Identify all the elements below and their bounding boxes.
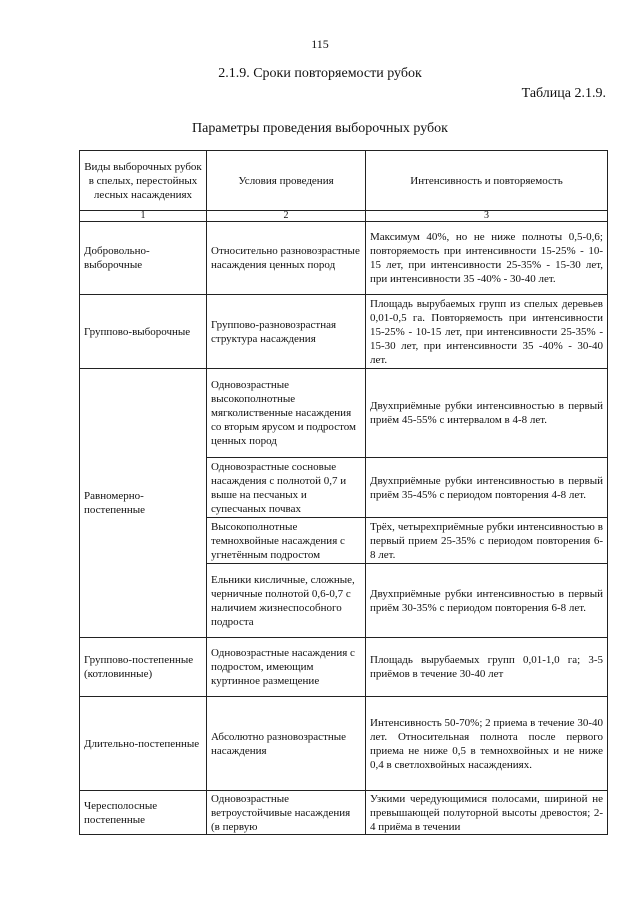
conditions-cell: Ельники кисличные, сложные, черничные полнотой 0,6-0,7 с наличием жизнеспособного подроста (207, 564, 366, 638)
conditions-cell: Одновозрастные сосновые насаждения с полнотой 0,7 и выше на песчаных и супесчаных почвах (207, 458, 366, 518)
intensity-cell: Двухприёмные рубки интенсивностью в первый приём 30-35% с периодом повторения 6-8 лет. (366, 564, 608, 638)
table-row (80, 369, 608, 458)
column-number: 1 (80, 211, 207, 222)
conditions-cell: Относительно разновозрастные насаждения ценных пород (207, 222, 366, 295)
conditions-cell: Одновозрастные насаждения с подростом, имеющим куртинное размещение (207, 638, 366, 697)
cutting-type-cell: Чересполосные постепенные (80, 791, 207, 835)
cutting-type-cell: Группово-постепенные (котловинные) (80, 638, 207, 697)
intensity-cell: Интенсивность 50-70%; 2 приема в течение 30-40 лет. Относительная полнота после первого приема не ниже 0,5 в темнохвойных и не ниже 0,4 в светлохвойных насаждениях. (366, 697, 608, 791)
column-number-row (80, 211, 608, 222)
cutting-type-cell: Равномерно-постепенные (80, 369, 207, 638)
table-row (80, 697, 608, 791)
table-row (80, 295, 608, 369)
table-row (80, 222, 608, 295)
section-title: 2.1.9. Сроки повторяемости рубок (218, 66, 422, 81)
cutting-type-cell: Добровольно-выборочные (80, 222, 207, 295)
header-type: Виды выборочных рубок в спелых, перестойных лесных насаждениях (80, 151, 207, 211)
page-number: 115 (311, 37, 329, 51)
intensity-cell: Площадь вырубаемых групп 0,01-1,0 га; 3-5 приёмов в течение 30-40 лет (366, 638, 608, 697)
cutting-type-cell: Группово-выборочные (80, 295, 207, 369)
intensity-cell: Узкими чередующимися полосами, шириной не превышающей полуторной высоты древостоя; 2-4 приёма в течении (366, 791, 608, 835)
cutting-parameters-table (79, 150, 608, 835)
intensity-cell: Трёх, четырехприёмные рубки интенсивностью в первый прием 25-35% с периодом повторения 6-8 лет. (366, 518, 608, 564)
cutting-type-cell: Длительно-постепенные (80, 697, 207, 791)
header-intensity: Интенсивность и повторяемость (366, 151, 608, 211)
intensity-cell: Максимум 40%, но не ниже полноты 0,5-0,6; повторяемость при интенсивности 15-25% - 10-15 лет, при интенсивности 25-35% - 15-30 лет, при интенсивности 35 -40% - 30-40 лет. (366, 222, 608, 295)
table-row (80, 791, 608, 835)
conditions-cell: Высокополнотные темнохвойные насаждения с угнетённым подростом (207, 518, 366, 564)
conditions-cell: Одновозрастные ветроустойчивые насаждения (в первую (207, 791, 366, 835)
conditions-cell: Абсолютно разновозрастные насаждения (207, 697, 366, 791)
conditions-cell: Группово-разновозрастная структура насаждения (207, 295, 366, 369)
table-row (80, 638, 608, 697)
intensity-cell: Двухприёмные рубки интенсивностью в первый приём 35-45% с периодом повторения 4-8 лет. (366, 458, 608, 518)
column-number: 3 (366, 211, 608, 222)
table-label: Таблица 2.1.9. (521, 86, 606, 101)
column-number: 2 (207, 211, 366, 222)
header-row (80, 151, 608, 211)
intensity-cell: Площадь вырубаемых групп из спелых деревьев 0,01-0,5 га. Повторяемость при интенсивности 15-25% - 10-15 лет, при интенсивности 25-35% - 15-30 лет, при интенсивности 35 -40% - 30-40 лет. (366, 295, 608, 369)
header-conditions: Условия проведения (207, 151, 366, 211)
intensity-cell: Двухприёмные рубки интенсивностью в первый приём 45-55% с интервалом в 4-8 лет. (366, 369, 608, 458)
table-caption: Параметры проведения выборочных рубок (192, 121, 448, 136)
conditions-cell: Одновозрастные высокополнотные мягколиственные насаждения со вторым ярусом и подростом ценных пород (207, 369, 366, 458)
